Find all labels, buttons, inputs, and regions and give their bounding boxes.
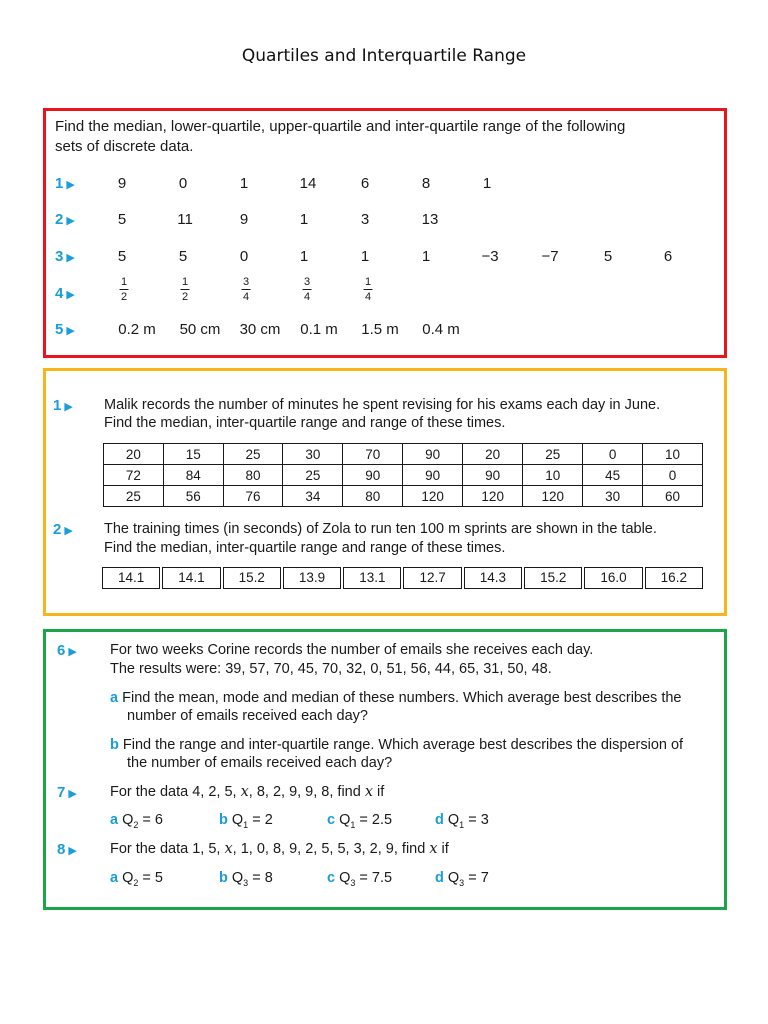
question-number: 8 ▶	[57, 841, 77, 858]
fraction: 1 2	[181, 276, 189, 303]
data-value: 9	[239, 211, 249, 228]
q1-line2: Find the median, inter-quartile range and range of these times.	[104, 415, 506, 431]
data-value: 1	[299, 248, 309, 265]
data-value: 13	[421, 211, 439, 228]
q7-part-a: a $Q_2 = 6$	[110, 812, 163, 830]
box1-instruction-line2: sets of discrete data.	[55, 138, 194, 155]
table-cell: 76	[223, 486, 283, 507]
data-value: 5	[603, 248, 613, 265]
data-value: 30 cm	[239, 321, 281, 338]
question-number: 4 ▶	[55, 285, 75, 302]
arrow-icon: ▶	[66, 289, 75, 301]
q8-part-a: a $Q_2 = 5$	[110, 870, 163, 888]
box1-instruction-line1: Find the median, lower-quartile, upper-quartile and inter-quartile range of the following	[55, 118, 626, 135]
data-value: 1	[239, 175, 249, 192]
q7-part-b: b $Q_1 = 2$	[219, 812, 273, 830]
table-cell: 13.9	[283, 567, 341, 589]
arrow-icon: ▶	[66, 179, 75, 191]
data-value: 14	[299, 175, 317, 192]
fraction: 3 4	[303, 276, 311, 303]
table-row	[104, 486, 703, 507]
data-value: 3	[360, 211, 370, 228]
data-value: 0.4 m	[422, 321, 460, 338]
table-cell: 25	[523, 444, 583, 465]
arrow-icon: ▶	[66, 252, 75, 264]
table-cell: 25	[283, 465, 343, 486]
table-cell: 14.1	[102, 567, 160, 589]
q6-line2: The results were: 39, 57, 70, 45, 70, 32, 0, 51, 56, 44, 65, 31, 50, 48.	[110, 661, 552, 677]
table-cell: 84	[163, 465, 223, 486]
question-number: 1 ▶	[53, 397, 73, 414]
table-cell: 25	[223, 444, 283, 465]
q6a-line2: number of emails received each day?	[127, 708, 368, 724]
data-value: 6	[360, 175, 370, 192]
arrow-icon: ▶	[64, 401, 73, 413]
fraction: 3 4	[242, 276, 250, 303]
q8-part-b: b $Q_3 = 8$	[219, 870, 273, 888]
question-number: 7 ▶	[57, 784, 77, 801]
data-value: 0	[239, 248, 249, 265]
data-value: 6	[663, 248, 673, 265]
table-cell: 14.3	[464, 567, 522, 589]
table-cell: 30	[583, 486, 643, 507]
table-cell: 14.1	[162, 567, 220, 589]
question-number: 1 ▶	[55, 175, 75, 192]
question-number: 2 ▶	[53, 521, 73, 538]
arrow-icon: ▶	[68, 845, 77, 857]
data-value: 50 cm	[179, 321, 221, 338]
q8-part-d: d $Q_3 = 7$	[435, 870, 489, 888]
arrow-icon: ▶	[68, 646, 77, 658]
table-cell: 10	[523, 465, 583, 486]
table-cell: 12.7	[403, 567, 461, 589]
arrow-icon: ▶	[68, 788, 77, 800]
data-value: 5	[178, 248, 188, 265]
question-number: 3 ▶	[55, 248, 75, 265]
arrow-icon: ▶	[66, 325, 75, 337]
table-cell: 15	[163, 444, 223, 465]
table-cell: 80	[343, 486, 403, 507]
data-value: 0	[178, 175, 188, 192]
q2-line2: Find the median, inter-quartile range and range of these times.	[104, 540, 506, 556]
table-cell: 120	[463, 486, 523, 507]
data-value: 1	[360, 248, 370, 265]
sprint-times-table	[102, 567, 703, 589]
q6-line1: For two weeks Corine records the number of emails she receives each day.	[110, 642, 594, 658]
page-title: Quartiles and Interquartile Range	[241, 46, 527, 66]
data-value: 0.2 m	[118, 321, 156, 338]
q7-part-c: c $Q_1 = 2.5$	[327, 812, 393, 830]
table-cell: 120	[523, 486, 583, 507]
data-value: 0.1 m	[300, 321, 338, 338]
q1-line1: Malik records the number of minutes he spent revising for his exams each day in June.	[104, 397, 661, 413]
table-cell: 16.2	[645, 567, 703, 589]
arrow-icon: ▶	[66, 215, 75, 227]
table-cell: 72	[104, 465, 164, 486]
data-value: 1	[482, 175, 492, 192]
table-cell: 90	[463, 465, 523, 486]
arrow-icon: ▶	[64, 525, 73, 537]
table-cell: 15.2	[524, 567, 582, 589]
data-value: 1.5 m	[361, 321, 399, 338]
q6b-line1: b Find the range and inter-quartile range. Which average best describes the dispersion of	[110, 737, 684, 753]
data-value: 1	[421, 248, 431, 265]
table-cell: 20	[104, 444, 164, 465]
table-cell: 70	[343, 444, 403, 465]
table-cell: 20	[463, 444, 523, 465]
q6b-line2: the number of emails received each day?	[127, 755, 393, 771]
table-cell: 90	[403, 465, 463, 486]
q8-part-c: c $Q_3 = 7.5$	[327, 870, 393, 888]
table-cell: 90	[343, 465, 403, 486]
table-row	[104, 465, 703, 486]
table-cell: 10	[643, 444, 703, 465]
table-cell: 25	[104, 486, 164, 507]
table-cell: 60	[643, 486, 703, 507]
data-value: 8	[421, 175, 431, 192]
table-cell: 56	[163, 486, 223, 507]
question-number: 6 ▶	[57, 642, 77, 659]
question-number: 5 ▶	[55, 321, 75, 338]
table-cell: 80	[223, 465, 283, 486]
table-cell: 15.2	[223, 567, 281, 589]
q8-text: For the data 1, 5, x, 1, 0, 8, 9, 2, 5, 5, 3, 2, 9, find x if	[110, 841, 449, 857]
table-cell: 120	[403, 486, 463, 507]
fraction: 1 4	[364, 276, 372, 303]
data-value: 1	[299, 211, 309, 228]
data-value: 9	[117, 175, 127, 192]
fraction: 1 2	[120, 276, 128, 303]
data-value: −7	[541, 248, 559, 265]
q7-text: For the data 4, 2, 5, x, 8, 2, 9, 9, 8, find x if	[110, 784, 385, 800]
q2-line1: The training times (in seconds) of Zola to run ten 100 m sprints are shown in the table.	[104, 521, 657, 537]
table-cell: 90	[403, 444, 463, 465]
q7-part-d: d $Q_1 = 3$	[435, 812, 489, 830]
question-number: 2 ▶	[55, 211, 75, 228]
data-value: 11	[177, 211, 193, 228]
data-value: 5	[117, 211, 127, 228]
q6a-line1: a Find the mean, mode and median of these numbers. Which average best describes the	[110, 690, 682, 706]
table-cell: 45	[583, 465, 643, 486]
table-cell: 0	[583, 444, 643, 465]
minutes-table	[103, 443, 703, 507]
data-value: 5	[117, 248, 127, 265]
table-row	[104, 444, 703, 465]
table-cell: 16.0	[584, 567, 642, 589]
table-cell: 0	[643, 465, 703, 486]
table-cell: 13.1	[343, 567, 401, 589]
table-cell: 34	[283, 486, 343, 507]
table-cell: 30	[283, 444, 343, 465]
data-value: −3	[481, 248, 499, 265]
